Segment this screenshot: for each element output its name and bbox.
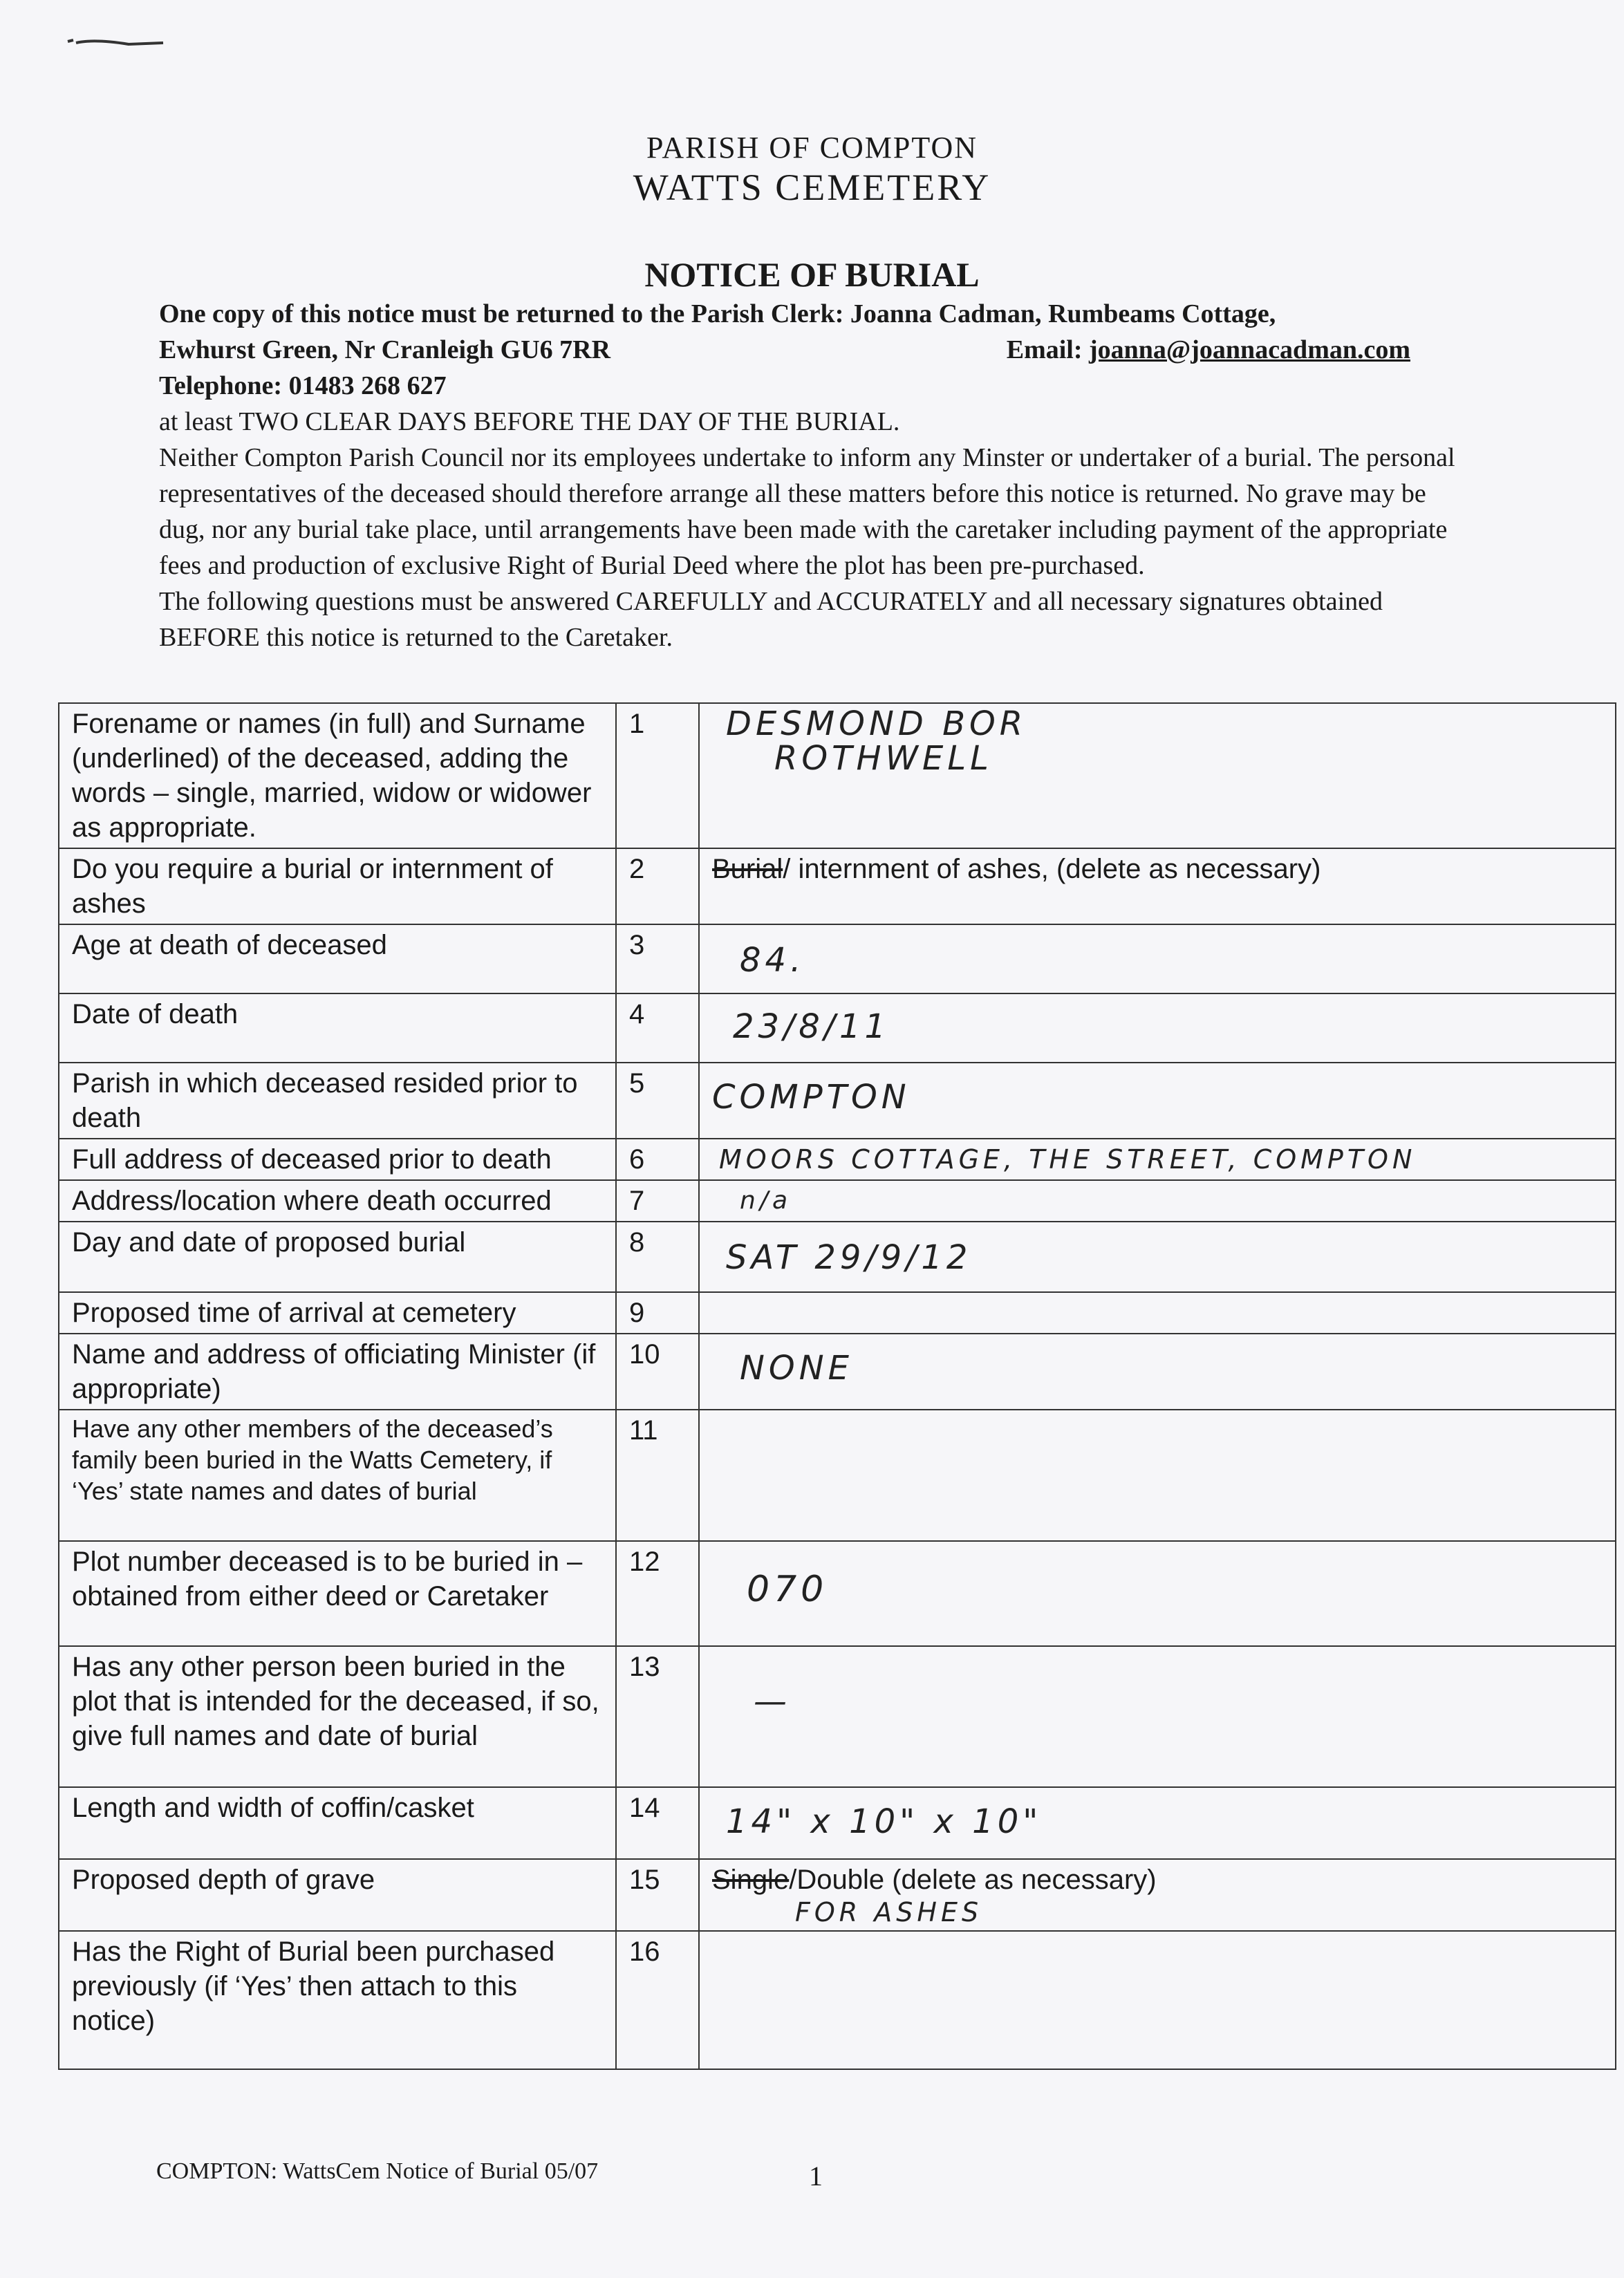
answer-field[interactable] (699, 1334, 1616, 1410)
email-label: Email: (1006, 335, 1089, 364)
struck-option: Single (712, 1865, 790, 1895)
pen-mark-icon (66, 35, 170, 48)
answer-text: MOORS COTTAGE, THE STREET, COMPTON (719, 1144, 1417, 1175)
table-row (59, 1410, 1616, 1541)
answer-field[interactable] (699, 1180, 1616, 1222)
cemetery-heading: WATTS CEMETERY (633, 167, 991, 208)
answer-forenames: DESMOND BOR (726, 704, 1027, 743)
answer-text: 14" x 10" x 10" (726, 1802, 1043, 1841)
table-row (59, 1931, 1616, 2069)
answer-text: — (754, 1682, 791, 1721)
answer-note: FOR ASHES (795, 1897, 983, 1927)
answer-field[interactable] (699, 1646, 1616, 1787)
intro-line-1: One copy of this notice must be returned to the Parish Clerk: Joanna Cadman, Rumbeams Cottage, (159, 299, 1276, 328)
question-number: 13 (616, 1646, 699, 1787)
page-number: 1 (809, 2160, 823, 2192)
answer-text: 070 (747, 1569, 828, 1610)
question: Parish in which deceased resided prior to death (59, 1063, 616, 1139)
question: Full address of deceased prior to death (59, 1139, 616, 1180)
question-number: 5 (616, 1063, 699, 1139)
answer-field[interactable] (699, 1222, 1616, 1292)
intro-paragraph-1: Neither Compton Parish Council nor its employees undertake to inform any Minster or undertaker of a burial. The personal representatives of the deceased should therefore arrange all these matters before this notice is returned. No grave may be dug, nor any burial take place, until arrangements have been made with the caretaker including payment of the appropriate fees and production of exclusive Right of Burial Deed where the plot has been pre-purchased. (159, 443, 1455, 580)
answer-field[interactable] (699, 1063, 1616, 1139)
answer-field[interactable] (699, 703, 1616, 848)
answer-field[interactable] (699, 1410, 1616, 1541)
answer-field[interactable] (699, 848, 1616, 924)
telephone: Telephone: 01483 268 627 (159, 371, 447, 400)
footer-reference: COMPTON: WattsCem Notice of Burial 05/07 (156, 2158, 599, 2184)
answer-field[interactable] (699, 1292, 1616, 1334)
question: Day and date of proposed burial (59, 1222, 616, 1292)
question-number: 12 (616, 1541, 699, 1646)
answer-text: COMPTON (712, 1078, 911, 1117)
question: Plot number deceased is to be buried in – obtained from either deed or Caretaker (59, 1541, 616, 1646)
answer-text: /Double (delete as necessary) (789, 1865, 1157, 1895)
table-row (59, 1334, 1616, 1410)
answer-text: 23/8/11 (733, 1007, 890, 1046)
table-row (59, 1859, 1616, 1931)
question-number: 3 (616, 924, 699, 993)
answer-field[interactable] (699, 1859, 1616, 1931)
table-row (59, 1292, 1616, 1334)
question: Address/location where death occurred (59, 1180, 616, 1222)
answer-text: / internment of ashes, (delete as necessary) (783, 854, 1321, 884)
table-row (59, 703, 1616, 848)
table-row (59, 1646, 1616, 1787)
question-number: 14 (616, 1787, 699, 1859)
answer-field[interactable] (699, 924, 1616, 993)
table-row (59, 1180, 1616, 1222)
question: Age at death of deceased (59, 924, 616, 993)
answer-field[interactable] (699, 1541, 1616, 1646)
question: Have any other members of the deceased’s family been buried in the Watts Cemetery, if ‘Yes’ state names and dates of burial (59, 1410, 616, 1541)
question-number: 15 (616, 1859, 699, 1931)
intro-block (159, 296, 1473, 655)
answer-field[interactable] (699, 1139, 1616, 1180)
question-number: 16 (616, 1931, 699, 2069)
question-number: 4 (616, 993, 699, 1063)
answer-field[interactable] (699, 993, 1616, 1063)
question: Proposed time of arrival at cemetery (59, 1292, 616, 1334)
table-row (59, 1787, 1616, 1859)
answer-field[interactable] (699, 1931, 1616, 2069)
table-row (59, 848, 1616, 924)
burial-form-table (58, 702, 1616, 2070)
question-number: 9 (616, 1292, 699, 1334)
question: Forename or names (in full) and Surname (underlined) of the deceased, adding the words – single, married, widow or widower as appropriate. (59, 703, 616, 848)
answer-text: n/a (740, 1186, 792, 1215)
email-block (1007, 332, 1410, 368)
question: Length and width of coffin/casket (59, 1787, 616, 1859)
answer-surname: ROTHWELL (774, 739, 993, 778)
answer-text: SAT 29/9/12 (726, 1238, 972, 1277)
question: Has the Right of Burial been purchased previously (if ‘Yes’ then attach to this notice) (59, 1931, 616, 2069)
answer-text: 84. (740, 941, 805, 980)
deadline-text: at least TWO CLEAR DAYS BEFORE THE DAY OF THE BURIAL. (159, 407, 900, 436)
question-number: 10 (616, 1334, 699, 1410)
question: Date of death (59, 993, 616, 1063)
question-number: 1 (616, 703, 699, 848)
question-number: 6 (616, 1139, 699, 1180)
clerk-address: Ewhurst Green, Nr Cranleigh GU6 7RR (159, 335, 611, 364)
parish-heading: PARISH OF COMPTON (646, 131, 978, 165)
question-number: 2 (616, 848, 699, 924)
question: Has any other person been buried in the plot that is intended for the deceased, if so, give full names and date of burial (59, 1646, 616, 1787)
table-row (59, 993, 1616, 1063)
answer-field[interactable] (699, 1787, 1616, 1859)
intro-paragraph-2: The following questions must be answered CAREFULLY and ACCURATELY and all necessary signatures obtained BEFORE this notice is returned to the Caretaker. (159, 587, 1383, 652)
email-link[interactable]: joanna@joannacadman.com (1089, 335, 1410, 364)
intro-line-2 (159, 332, 1473, 368)
question: Name and address of officiating Minister (if appropriate) (59, 1334, 616, 1410)
table-row (59, 1541, 1616, 1646)
table-row (59, 1063, 1616, 1139)
question: Do you require a burial or internment of ashes (59, 848, 616, 924)
question-number: 8 (616, 1222, 699, 1292)
table-row (59, 924, 1616, 993)
table-row (59, 1139, 1616, 1180)
question: Proposed depth of grave (59, 1859, 616, 1931)
notice-title: NOTICE OF BURIAL (644, 255, 980, 294)
struck-option: Burial (712, 854, 783, 884)
question-number: 11 (616, 1410, 699, 1541)
table-row (59, 1222, 1616, 1292)
answer-text: NONE (740, 1349, 853, 1388)
question-number: 7 (616, 1180, 699, 1222)
